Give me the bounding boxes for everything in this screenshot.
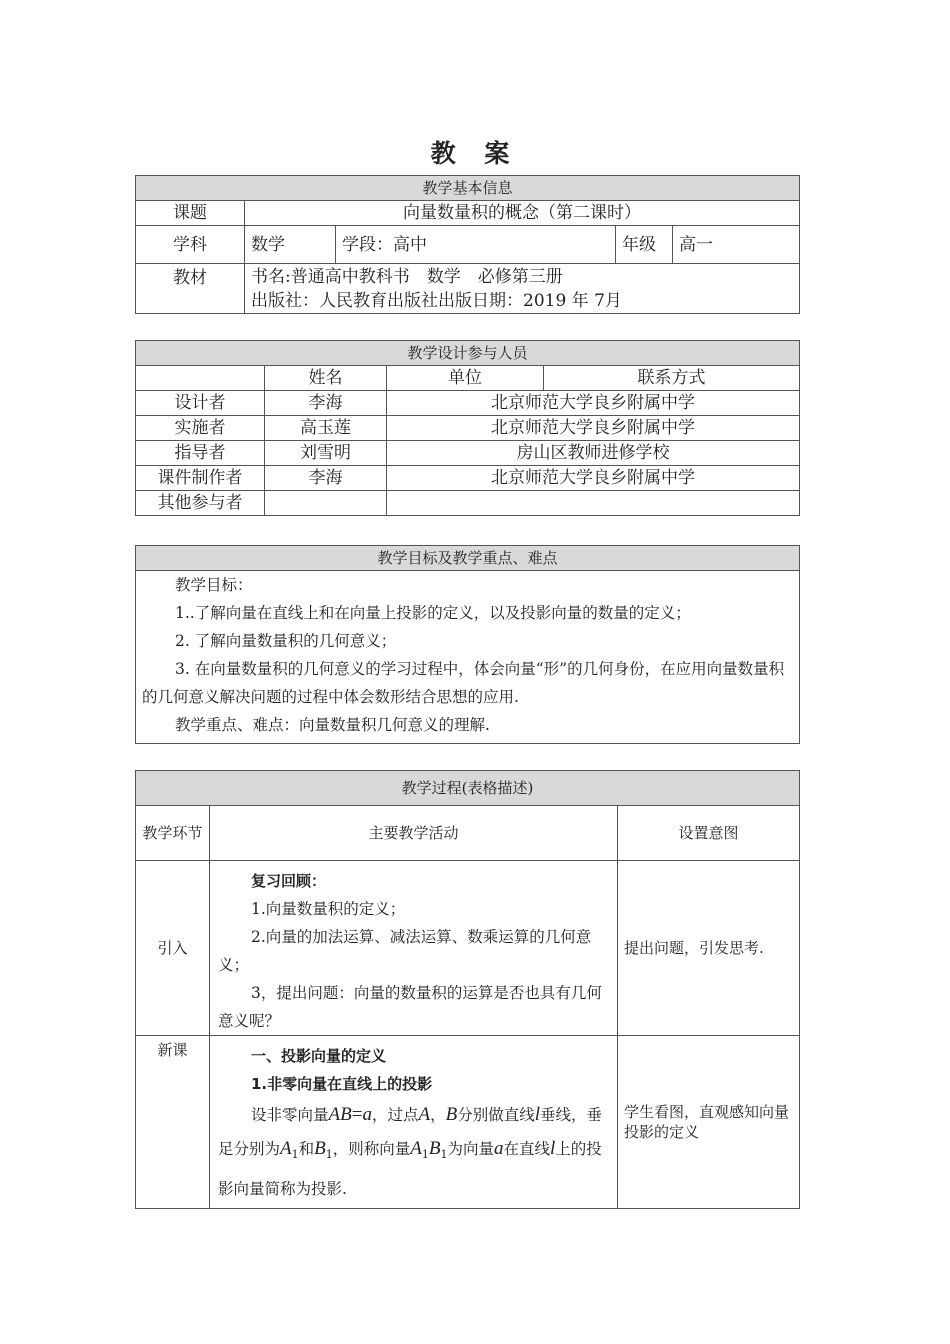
intro-intent: 提出问题，引发思考.	[618, 861, 800, 1036]
participant-role: 指导者	[136, 441, 265, 466]
col-unit: 单位	[387, 366, 544, 391]
participant-unit	[387, 491, 800, 516]
objectives-table	[135, 545, 800, 744]
objectives-header: 教学目标及教学重点、难点	[136, 546, 800, 571]
participant-row	[136, 441, 800, 466]
math-ab: AB	[328, 1104, 352, 1125]
stage-text: 学段：高中	[336, 226, 616, 264]
participant-unit: 北京师范大学良乡附属中学	[387, 391, 800, 416]
grade-value: 高一	[673, 226, 800, 264]
textbook-line2: 出版社：人民教育出版社出版日期：2019 年 7月	[251, 291, 622, 311]
participant-row	[136, 491, 800, 516]
intro-heading: 复习回顾：	[251, 872, 327, 890]
new-heading-2: 1.非零向量在直线上的投影	[251, 1075, 433, 1093]
topic-label: 课题	[136, 201, 245, 226]
participant-row	[136, 416, 800, 441]
grade-label: 年级	[616, 226, 673, 264]
projection-definition: 设非零向量AB=a，过点A，B分别做直线l垂线，垂足分别为$A_1$和$B_1$，则称向量$A_1B_1$为向量a在直线l上的投影向量简称为投影.	[218, 1104, 603, 1198]
process-header: 教学过程(表格描述)	[136, 771, 800, 806]
textbook-line1: 书名:普通高中教科书 数学 必修第三册	[251, 267, 563, 287]
topic-value: 向量数量积的概念（第二课时）	[245, 201, 800, 226]
participant-role: 实施者	[136, 416, 265, 441]
col-activity: 主要教学活动	[210, 806, 618, 861]
objective-item-3: 3. 在向量数量积的几何意义的学习过程中，体会向量“形”的几何身份，在应用向量数量积的几何意义解决问题的过程中体会数形结合思想的应用.	[142, 660, 785, 706]
textbook-label: 教材	[136, 264, 245, 314]
participant-name: 李海	[265, 391, 387, 416]
objectives-intro: 教学目标：	[175, 576, 253, 594]
intro-row	[136, 861, 800, 1036]
new-intent: 学生看图，直观感知向量投影的定义	[618, 1036, 800, 1209]
col-name: 姓名	[265, 366, 387, 391]
participant-role: 课件制作者	[136, 466, 265, 491]
subject-value: 数学	[245, 226, 336, 264]
participant-role: 其他参与者	[136, 491, 265, 516]
participant-name: 李海	[265, 466, 387, 491]
participant-unit: 房山区教师进修学校	[387, 441, 800, 466]
intro-line-3: 3，提出问题：向量的数量积的运算是否也具有几何意义呢？	[218, 984, 602, 1030]
basic-info-table	[135, 175, 800, 314]
new-stage: 新课	[136, 1036, 210, 1209]
participant-unit: 北京师范大学良乡附属中学	[387, 416, 800, 441]
col-stage: 教学环节	[136, 806, 210, 861]
basic-info-header: 教学基本信息	[136, 176, 800, 201]
participant-unit: 北京师范大学良乡附属中学	[387, 466, 800, 491]
intro-line-1: 1.向量数量积的定义；	[251, 900, 406, 918]
participant-role: 设计者	[136, 391, 265, 416]
participant-row	[136, 466, 800, 491]
document-title: 教 案	[430, 139, 520, 168]
col-contact: 联系方式	[544, 366, 800, 391]
intro-line-2: 2.向量的加法运算、减法运算、数乘运算的几何意义；	[218, 928, 592, 974]
objective-item-1: 1..了解向量在直线上和在向量上投影的定义，以及投影向量的数量的定义；	[175, 604, 691, 622]
subject-label: 学科	[136, 226, 245, 264]
participant-name: 刘雪明	[265, 441, 387, 466]
participants-table	[135, 340, 800, 516]
new-heading-1: 一、投影向量的定义	[251, 1047, 387, 1065]
process-table	[135, 770, 800, 1209]
objective-item-2: 2. 了解向量数量积的几何意义；	[175, 632, 397, 650]
col-intent: 设置意图	[618, 806, 800, 861]
intro-stage: 引入	[136, 861, 210, 1036]
key-points: 教学重点、难点：向量数量积几何意义的理解.	[175, 716, 490, 734]
participant-row	[136, 391, 800, 416]
participants-header: 教学设计参与人员	[136, 341, 800, 366]
participant-name	[265, 491, 387, 516]
participant-name: 高玉莲	[265, 416, 387, 441]
new-row	[136, 1036, 800, 1209]
